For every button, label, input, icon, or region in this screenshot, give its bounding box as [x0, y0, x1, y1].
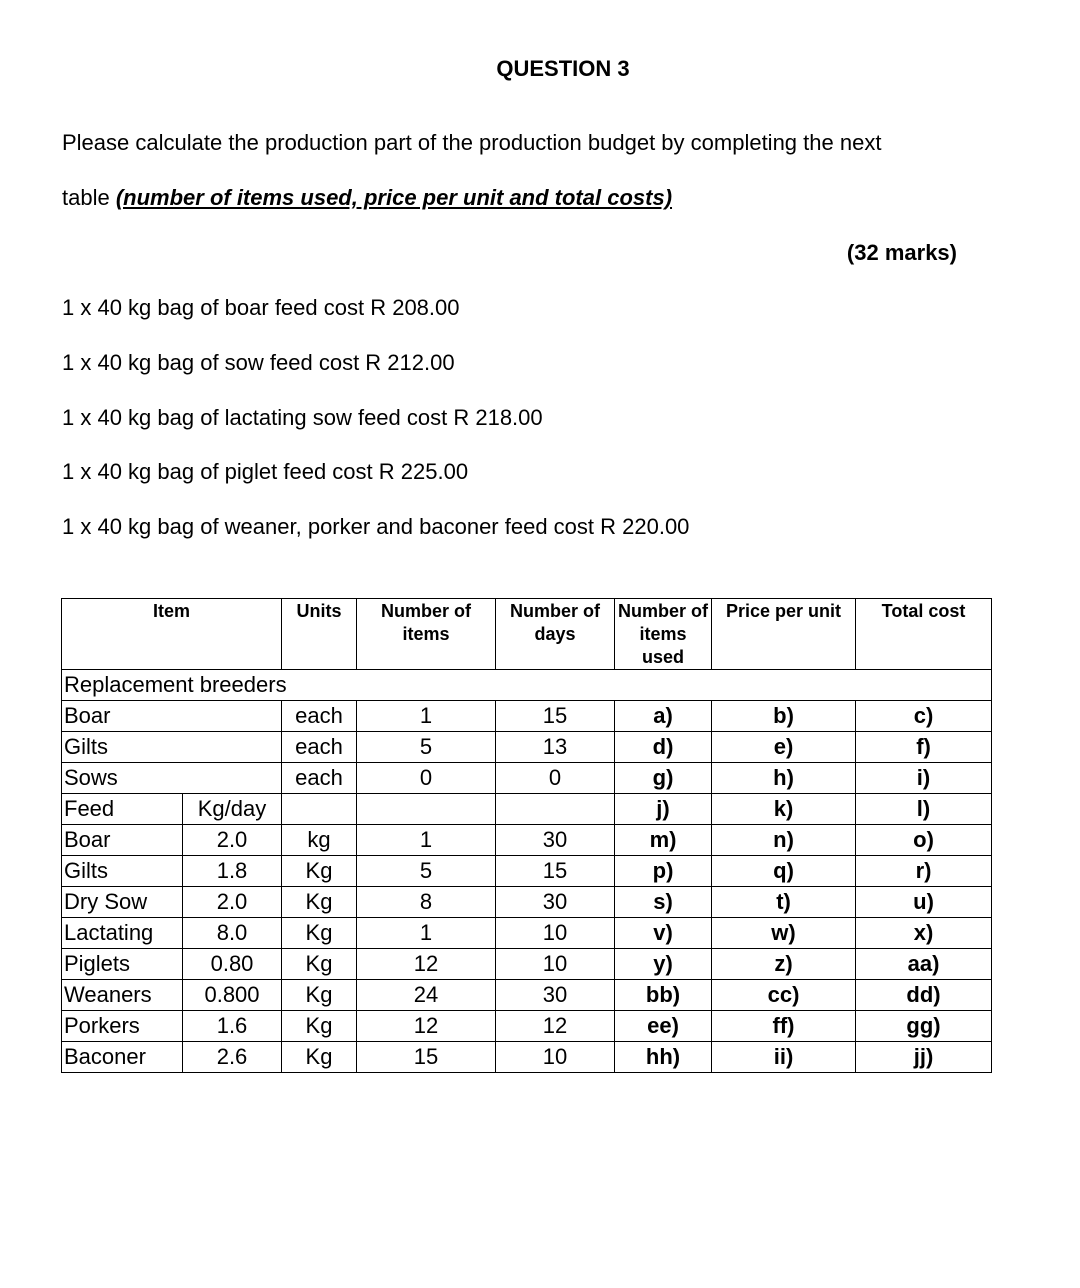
- marks-label: (32 marks): [846, 240, 957, 265]
- cell-price: cc): [712, 980, 856, 1011]
- cell-kg-per-day: 1.6: [183, 1011, 282, 1042]
- cell-empty: [496, 794, 615, 825]
- cell-days: 15: [496, 701, 615, 732]
- cell-used: bb): [615, 980, 712, 1011]
- cell-item: Gilts: [62, 856, 183, 887]
- cell-total: dd): [856, 980, 992, 1011]
- section-row-replacement: [62, 670, 992, 701]
- table-row: [62, 825, 992, 856]
- table-row: [62, 980, 992, 1011]
- intro-emphasis: (number of items used, price per unit and total costs): [115, 185, 673, 210]
- cell-used: v): [615, 918, 712, 949]
- cell-days: 0: [496, 763, 615, 794]
- cell-item: Dry Sow: [62, 887, 183, 918]
- table-row: [62, 1011, 992, 1042]
- header-number-of-days: Number of days: [496, 599, 615, 670]
- header-price-per-unit: Price per unit: [712, 599, 856, 670]
- cell-price: k): [712, 794, 856, 825]
- cell-items: 8: [357, 887, 496, 918]
- cell-units: Kg: [282, 980, 357, 1011]
- cell-days: 30: [496, 980, 615, 1011]
- feed-cost-boar: 1 x 40 kg bag of boar feed cost R 208.00: [62, 295, 460, 320]
- cell-units: each: [282, 701, 357, 732]
- cell-price: b): [712, 701, 856, 732]
- cell-item: Sows: [62, 763, 282, 794]
- cell-units: Kg: [282, 1042, 357, 1073]
- cell-items: 12: [357, 949, 496, 980]
- cell-units: Kg: [282, 1011, 357, 1042]
- feed-header-row: [62, 794, 992, 825]
- cell-price: e): [712, 732, 856, 763]
- cell-items: 1: [357, 825, 496, 856]
- cell-empty: [357, 794, 496, 825]
- cell-total: gg): [856, 1011, 992, 1042]
- cell-items: 5: [357, 856, 496, 887]
- cell-kg-per-day: 0.80: [183, 949, 282, 980]
- table-header-row: [62, 599, 992, 670]
- cell-days: 30: [496, 825, 615, 856]
- table-row: [62, 918, 992, 949]
- cell-used: s): [615, 887, 712, 918]
- cell-item: Boar: [62, 825, 183, 856]
- cell-price: ff): [712, 1011, 856, 1042]
- header-item: Item: [62, 599, 282, 670]
- section-label-replacement: Replacement breeders: [62, 670, 992, 701]
- cell-total: r): [856, 856, 992, 887]
- table-row: [62, 856, 992, 887]
- cell-price: z): [712, 949, 856, 980]
- cell-empty: [282, 794, 357, 825]
- cell-days: 10: [496, 918, 615, 949]
- cell-total: jj): [856, 1042, 992, 1073]
- cell-kg-per-day: 0.800: [183, 980, 282, 1011]
- intro-line-2-prefix: table: [62, 185, 116, 210]
- cell-total: f): [856, 732, 992, 763]
- cell-units: Kg: [282, 949, 357, 980]
- question-title: QUESTION 3: [496, 56, 630, 81]
- cell-used: d): [615, 732, 712, 763]
- cell-days: 15: [496, 856, 615, 887]
- cell-units: each: [282, 732, 357, 763]
- cell-items: 0: [357, 763, 496, 794]
- cell-item: Porkers: [62, 1011, 183, 1042]
- production-budget-table: [61, 598, 992, 1073]
- cell-items: 15: [357, 1042, 496, 1073]
- cell-kg-per-day: 2.0: [183, 825, 282, 856]
- cell-total: i): [856, 763, 992, 794]
- cell-used: m): [615, 825, 712, 856]
- cell-items: 12: [357, 1011, 496, 1042]
- cell-price: w): [712, 918, 856, 949]
- cell-item: Piglets: [62, 949, 183, 980]
- intro-line-2: [62, 185, 672, 211]
- cell-total: x): [856, 918, 992, 949]
- cell-item: Gilts: [62, 732, 282, 763]
- cell-items: 1: [357, 701, 496, 732]
- cell-days: 13: [496, 732, 615, 763]
- cell-used: ee): [615, 1011, 712, 1042]
- cell-items: 1: [357, 918, 496, 949]
- cell-kg-per-day: 8.0: [183, 918, 282, 949]
- cell-price: q): [712, 856, 856, 887]
- cell-units: kg: [282, 825, 357, 856]
- feed-cost-piglet: 1 x 40 kg bag of piglet feed cost R 225.00: [62, 459, 469, 484]
- cell-items: 24: [357, 980, 496, 1011]
- header-units: Units: [282, 599, 357, 670]
- cell-used: hh): [615, 1042, 712, 1073]
- table-row: [62, 1042, 992, 1073]
- cell-kg-per-day-label: Kg/day: [183, 794, 282, 825]
- table-row: [62, 701, 992, 732]
- cell-days: 10: [496, 949, 615, 980]
- cell-used: g): [615, 763, 712, 794]
- cell-items: 5: [357, 732, 496, 763]
- cell-days: 10: [496, 1042, 615, 1073]
- cell-price: n): [712, 825, 856, 856]
- cell-total: o): [856, 825, 992, 856]
- cell-total: u): [856, 887, 992, 918]
- cell-units: Kg: [282, 887, 357, 918]
- cell-item: Baconer: [62, 1042, 183, 1073]
- cell-kg-per-day: 1.8: [183, 856, 282, 887]
- cell-days: 30: [496, 887, 615, 918]
- cell-kg-per-day: 2.6: [183, 1042, 282, 1073]
- cell-used: y): [615, 949, 712, 980]
- cell-item: Boar: [62, 701, 282, 732]
- cell-price: h): [712, 763, 856, 794]
- cell-units: Kg: [282, 856, 357, 887]
- intro-line-1: Please calculate the production part of the production budget by completing the next: [62, 130, 882, 155]
- header-total-cost: Total cost: [856, 599, 992, 670]
- cell-total: aa): [856, 949, 992, 980]
- cell-price: t): [712, 887, 856, 918]
- table-row: [62, 763, 992, 794]
- feed-cost-weaner: 1 x 40 kg bag of weaner, porker and baconer feed cost R 220.00: [62, 514, 690, 539]
- cell-item: Weaners: [62, 980, 183, 1011]
- table-row: [62, 887, 992, 918]
- table-row: [62, 732, 992, 763]
- cell-kg-per-day: 2.0: [183, 887, 282, 918]
- cell-item: Lactating: [62, 918, 183, 949]
- cell-days: 12: [496, 1011, 615, 1042]
- cell-feed-label: Feed: [62, 794, 183, 825]
- cell-used: a): [615, 701, 712, 732]
- table-row: [62, 949, 992, 980]
- cell-price: ii): [712, 1042, 856, 1073]
- cell-units: Kg: [282, 918, 357, 949]
- cell-total: l): [856, 794, 992, 825]
- cell-used: p): [615, 856, 712, 887]
- feed-cost-sow: 1 x 40 kg bag of sow feed cost R 212.00: [62, 350, 455, 375]
- header-number-of-items: Number of items: [357, 599, 496, 670]
- cell-total: c): [856, 701, 992, 732]
- header-number-of-items-used: Number of items used: [615, 599, 712, 670]
- cell-used: j): [615, 794, 712, 825]
- feed-cost-lactating: 1 x 40 kg bag of lactating sow feed cost R 218.00: [62, 405, 543, 430]
- cell-units: each: [282, 763, 357, 794]
